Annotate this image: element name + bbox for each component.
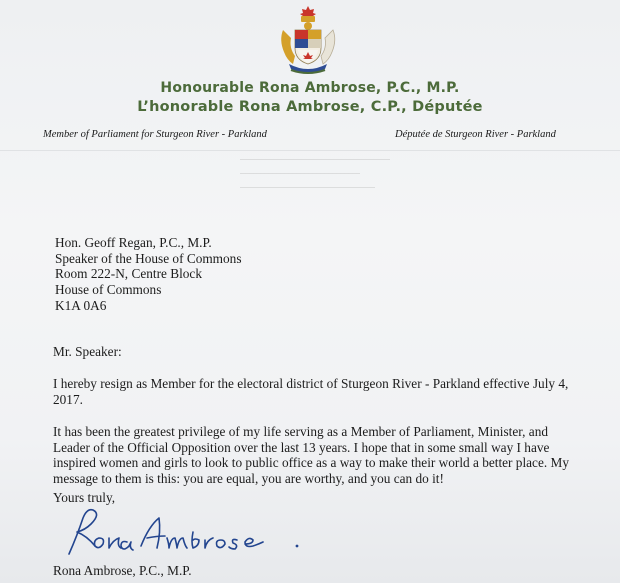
closing: Yours truly, [53,490,116,505]
riding-english: Member of Parliament for Sturgeon River - Parkland [43,129,267,140]
royal-coat-of-arms-icon [277,4,339,76]
letterhead-name-english: Honourable Rona Ambrose, P.C., M.P. [160,80,460,96]
address-line: K1A 0A6 [55,297,107,313]
message-paragraph: It has been the greatest privilege of my life serving as a Member of Parliament, Minister, and Leader of the Official Opposition over the last 13 years. I hope that in some small way I have inspired women and girls to look to public office as a way to make their world a better place. My message to them is this: you are equal, you are worthy, and you can do it! [53,424,569,487]
address-line: Hon. Geoff Regan, P.C., M.P. [55,235,212,250]
salutation: Mr. Speaker: [53,344,122,359]
handwritten-signature [55,502,305,564]
address-line: House of Commons [55,282,162,298]
signer-name: Rona Ambrose, P.C., M.P. [53,563,192,578]
resignation-paragraph: I hereby resign as Member for the electoral district of Sturgeon River - Parkland effective July 4, 2017. [53,376,569,407]
recipient-address [55,235,242,314]
address-line: Speaker of the House of Commons [55,250,242,266]
letterhead-name-french: L’honorable Rona Ambrose, C.P., Députée [137,99,483,115]
address-line: Room 222-N, Centre Block [55,266,202,282]
show-through-text [240,150,410,210]
riding-french: Députée de Sturgeon River - Parkland [395,129,556,140]
letterhead-divider [0,150,620,151]
